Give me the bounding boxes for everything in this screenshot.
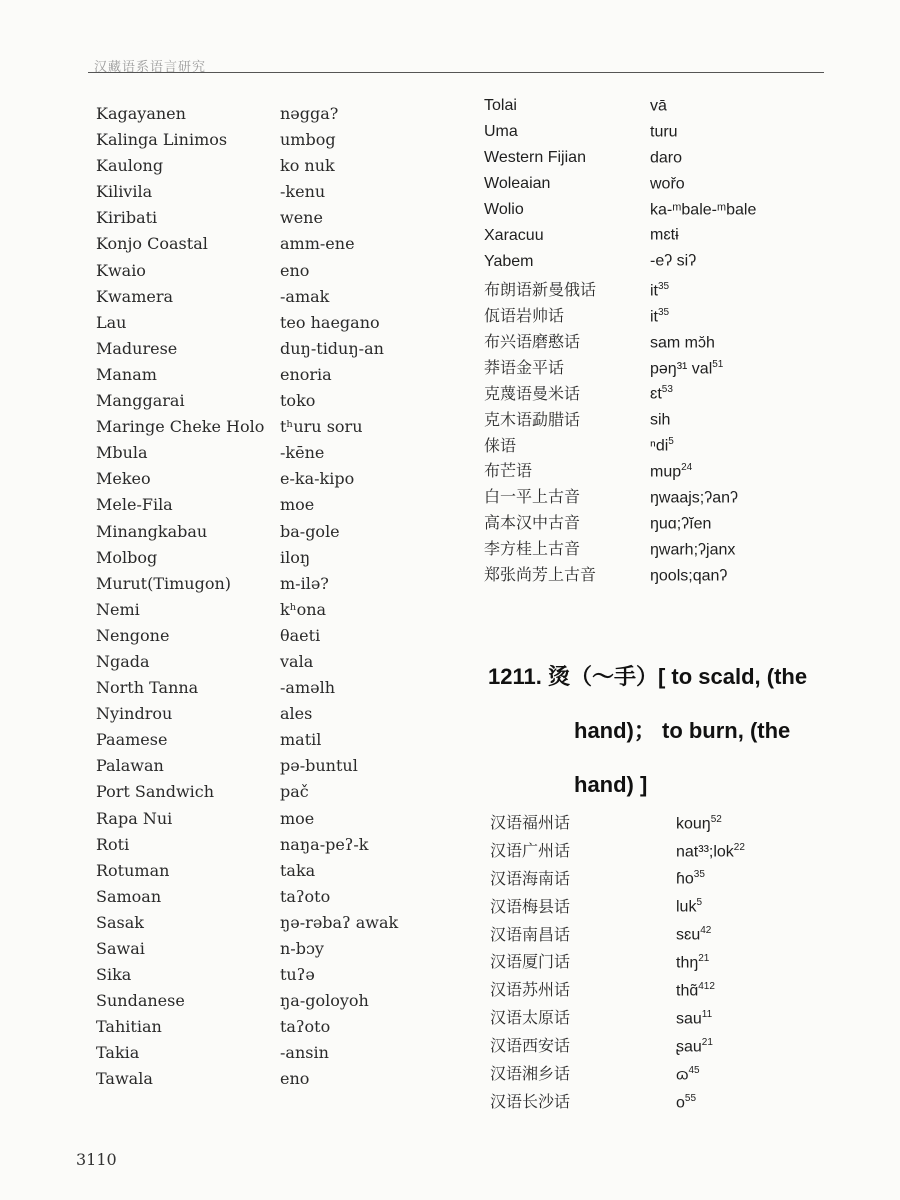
word-form-text: sam mɔ̆h [650,334,715,352]
entry-heading-line: hand) ] [574,772,648,797]
word-row [490,1005,745,1033]
word-form [280,104,338,123]
word-row [96,313,398,339]
word-form-text: it [650,282,658,300]
word-form-text: ɷ [676,1066,689,1084]
tone-superscript: 24 [681,462,693,474]
word-form-text: e-ka-kipo [280,469,355,489]
word-form [280,861,315,880]
word-form [280,1043,329,1062]
word-form-text: ŋwaajs;ʔanʔ [650,489,739,507]
word-row [490,1033,745,1061]
tone-superscript: 21 [698,953,710,965]
word-row [484,277,756,303]
word-form [650,436,674,455]
language-name: Palawan [96,756,164,776]
word-form [676,953,709,972]
word-form [650,566,727,585]
word-form [280,417,363,436]
word-row [484,303,756,329]
word-row [96,182,398,208]
word-row [484,251,756,277]
word-row [484,355,756,381]
word-form [676,981,715,1000]
language-name: 汉语厦门话 [490,952,571,972]
language-name: 汉语福州话 [490,813,571,832]
tone-superscript: 35 [658,306,670,318]
word-form-text: thɑ̃ [676,982,699,1000]
word-form-text: vā [650,97,667,115]
language-name: 汉语南昌话 [490,924,571,944]
entry-wordlist [490,810,745,1117]
word-form-text: n-bɔy [280,939,324,958]
language-name: 汉语梅县话 [490,896,571,916]
word-form-text: it [650,308,658,326]
word-form [280,234,355,253]
language-name: Port Sandwich [96,782,215,802]
word-form [280,809,314,828]
tone-superscript: 55 [684,1092,697,1104]
word-form-text: pač [280,782,309,802]
word-form [650,410,670,429]
word-form [280,965,315,984]
word-form-text: ŋuɑ;ʔĭen [650,515,712,533]
word-form [280,182,325,201]
word-form-text: thŋ [676,954,699,972]
word-form [676,814,722,833]
word-row [484,458,756,484]
word-form-text: ŋwarh;ʔjanx [650,541,736,559]
word-row [96,234,398,260]
word-form [676,869,705,888]
word-form-text: ko nuk [280,156,335,176]
language-name: 汉语长沙话 [490,1091,571,1111]
word-row [96,339,398,365]
word-form-text: nəgga? [280,104,339,123]
word-row [96,1043,398,1069]
language-name: Murut(Timugon) [96,573,231,593]
word-form-text: kouŋ [676,815,711,832]
word-form [650,540,735,559]
language-name: Mbula [96,443,148,463]
tone-superscript: 35 [693,869,705,881]
word-form [280,887,330,906]
word-form-text: -aməlh [280,678,336,698]
word-form-text: ŋa-goloyoh [280,991,369,1011]
language-name: 佤语岩帅话 [484,306,565,326]
tone-superscript: 5 [696,897,703,909]
word-form-text: mup [650,463,682,481]
word-form [676,1009,712,1028]
word-row [96,130,398,156]
word-form-text: vala [280,651,314,671]
word-form-text: ɛt [650,385,662,403]
word-form-text: sih [650,411,671,429]
word-row [96,208,398,234]
word-form-text: mɛtɨ [650,226,679,244]
word-row [96,652,398,678]
word-row [484,510,756,536]
word-form-text: ɦo [676,870,694,888]
language-name: Kalinga Linimos [96,130,228,150]
word-form-text: matil [280,730,322,750]
language-name: Manggarai [96,391,185,411]
word-form [676,842,745,861]
word-form-text: wořo [650,175,685,192]
tone-superscript: 5 [668,436,674,448]
tone-superscript: 412 [698,981,715,993]
word-row [96,417,398,443]
word-row [96,704,398,730]
word-row [96,730,398,756]
word-row [96,756,398,782]
running-title: 汉藏语系语言研究 [94,60,207,75]
word-row [484,407,756,433]
language-name: Western Fijian [484,149,586,167]
word-form-text: pəŋ³¹ val [650,359,713,377]
word-form [280,704,312,723]
word-form [650,514,711,533]
language-name: Tolai [484,97,517,115]
word-form [280,835,368,854]
word-form-text: taka [280,860,316,880]
word-form-text: ba-gole [280,521,340,541]
word-form [280,469,354,488]
word-row [96,626,398,652]
word-row [484,484,756,510]
word-form-text: toko [280,391,316,411]
language-name: Sawai [96,939,145,958]
word-row [96,287,398,313]
word-form [280,756,358,775]
language-name: Roti [96,834,130,854]
language-name: Minangkabau [96,521,208,541]
language-name: 克木语勐腊话 [484,409,581,429]
word-form [650,122,678,141]
word-form [280,287,329,306]
language-name: Maringe Cheke Holo [96,417,265,437]
language-name: Tahitian [96,1017,162,1037]
word-form [280,600,326,619]
language-name: 布兴语磨憨话 [484,332,581,352]
word-form-text: umbog [280,130,336,150]
word-row [490,922,745,950]
page-number: 3110 [76,1150,117,1169]
language-name: Kagayanen [96,104,186,123]
word-form [280,130,336,149]
language-name: 李方桂上古音 [484,539,581,559]
word-form [650,307,669,326]
word-form-text: -kenu [280,182,326,202]
word-form [676,897,702,916]
word-form-text: nat³³;lok [676,842,734,860]
word-form [650,462,692,481]
word-form-text: daro [650,149,683,167]
tone-superscript: 45 [688,1064,700,1076]
word-form [650,359,723,378]
word-form-text: sau [676,1010,702,1028]
word-form-text: eno [280,1069,310,1089]
tone-superscript: 35 [658,280,670,292]
word-form [280,913,398,932]
word-form-text: turu [650,123,678,141]
language-name: 白一平上古音 [484,487,581,507]
word-row [96,809,398,835]
language-name: Paamese [96,730,168,750]
word-form [280,730,321,749]
language-name: Manam [96,364,157,384]
word-form-text: -kēne [280,443,325,463]
word-form [650,384,673,403]
word-form-text: ales [280,704,313,724]
word-form [280,522,340,541]
left-wordlist [96,104,398,1096]
entry-heading [488,650,868,812]
word-row [490,1061,745,1089]
language-name: Yabem [484,252,534,270]
word-form-text: tuʔə [280,965,315,985]
word-form-text: o [676,1093,685,1111]
word-row [96,104,398,130]
language-name: 俫语 [484,435,517,455]
language-name: Uma [484,123,518,141]
word-form-text: amm-ene [280,234,355,254]
word-row [484,329,756,355]
language-name: Kwaio [96,260,146,280]
word-row [484,174,756,200]
language-name: Samoan [96,886,162,906]
right-wordlist [484,96,756,588]
word-row [484,381,756,407]
language-name: Kaulong [96,156,164,176]
word-row [96,782,398,808]
word-row [96,469,398,495]
word-row [490,894,745,922]
word-row [96,887,398,913]
word-form [676,925,711,944]
word-form [650,200,756,219]
word-row [96,835,398,861]
word-row [96,156,398,182]
word-form [280,678,335,697]
language-name: Sasak [96,912,144,932]
word-row [96,939,398,965]
entry-heading-line: hand)； to burn, (the [574,718,791,743]
word-row [490,838,745,866]
word-form [280,339,384,358]
language-name: Mekeo [96,469,151,489]
language-name: Kilivila [96,182,153,202]
word-form-text: wene [280,208,323,228]
word-row [96,965,398,991]
word-form [650,225,679,244]
word-form-text: m-ilə? [280,573,329,593]
header-rule [88,72,824,73]
language-name: Rapa Nui [96,808,173,828]
word-form-text: iloŋ [280,547,311,567]
word-row [484,562,756,588]
word-form [280,626,320,645]
word-row [484,225,756,251]
word-row [484,148,756,174]
tone-superscript: 21 [701,1036,713,1048]
word-form-text: ⁿdi [650,437,669,455]
word-form [676,1065,700,1084]
word-form [650,251,696,270]
word-form [280,991,369,1010]
word-form-text: -eʔ siʔ [650,252,697,270]
word-form [676,1093,696,1112]
word-form [650,96,667,115]
language-name: 汉语太原话 [490,1008,571,1028]
word-form [280,548,310,567]
word-form [280,443,324,462]
language-name: 布朗语新曼俄话 [484,280,597,300]
word-form [280,574,329,593]
word-row [490,1089,745,1117]
language-name: Ngada [96,651,150,671]
word-row [96,574,398,600]
tone-superscript: 11 [701,1008,713,1020]
word-row [96,1017,398,1043]
tone-superscript: 22 [733,841,745,853]
word-form-text: ʂau [676,1038,702,1056]
word-form [650,488,738,507]
language-name: Xaracuu [484,226,544,244]
language-name: North Tanna [96,678,199,698]
word-row [96,495,398,521]
language-name: Mele-Fila [96,495,173,515]
language-name: 布芒语 [484,461,533,481]
word-form-text: ka-ᵐbale-ᵐbale [650,200,757,218]
word-row [490,810,745,838]
word-row [96,261,398,287]
word-form-text: eno [280,260,310,280]
word-form-text: moe [280,495,315,515]
language-name: 郑张尚芳上古音 [484,565,597,585]
word-row [96,991,398,1017]
word-row [490,866,745,894]
tone-superscript: 51 [712,358,724,370]
word-form [280,1017,330,1036]
language-name: 汉语苏州话 [490,980,571,1000]
word-row [484,96,756,122]
word-row [96,522,398,548]
word-row [484,433,756,459]
language-name: Nemi [96,599,140,619]
word-form [650,174,685,193]
language-name: Kiribati [96,208,158,228]
word-form [280,391,315,410]
word-form-text: -ansin [280,1043,329,1063]
language-name: 汉语广州话 [490,840,571,860]
word-row [490,977,745,1005]
language-name: Madurese [96,338,178,358]
word-form [280,313,380,332]
word-form [280,1069,309,1088]
word-form [280,261,309,280]
language-name: 高本汉中古音 [484,513,581,533]
word-row [96,548,398,574]
word-row [96,861,398,887]
language-name: Molbog [96,547,158,567]
language-name: 汉语湘乡话 [490,1064,571,1084]
language-name: Nengone [96,625,170,645]
word-form-text: pə-buntul [280,756,358,776]
word-form [676,1037,713,1056]
word-form [280,365,332,384]
word-form-text: enoria [280,364,332,384]
word-form-text: moe [280,808,315,828]
word-form-text: ŋools;qanʔ [650,567,728,585]
word-row [490,949,745,977]
word-form-text: sɛu [676,926,701,944]
word-row [96,913,398,939]
word-form-text: teo haegano [280,312,380,332]
tone-superscript: 42 [700,925,712,937]
language-name: Sika [96,965,132,985]
language-name: Takia [96,1043,140,1063]
word-form-text: taʔoto [280,1017,331,1037]
language-name: Wolio [484,200,524,218]
word-form [280,156,335,175]
word-form-text: θaeti [280,625,321,645]
word-row [96,1069,398,1095]
language-name: 汉语海南话 [490,868,571,888]
language-name: Lau [96,312,127,332]
language-name: Kwamera [96,286,174,306]
word-form-text: taʔoto [280,886,331,906]
language-name: 克蔑语曼米话 [484,383,581,403]
word-form [280,652,313,671]
word-form [280,782,309,801]
word-row [96,443,398,469]
word-form [650,281,669,300]
word-form-text: luk [676,898,697,916]
word-form [280,208,323,227]
word-form [650,148,682,167]
word-form-text: -amak [280,286,330,306]
word-form [280,939,324,958]
word-row [96,678,398,704]
language-name: Konjo Coastal [96,234,208,254]
language-name: Sundanese [96,991,185,1011]
word-form [650,333,715,352]
language-name: Woleaian [484,175,551,192]
word-row [96,600,398,626]
word-row [484,536,756,562]
language-name: 莽语金平话 [484,357,565,377]
word-row [484,200,756,226]
language-name: 汉语西安话 [490,1036,571,1056]
tone-superscript: 52 [710,813,722,825]
language-name: Nyindrou [96,704,173,724]
word-form-text: kʰona [280,599,327,619]
word-form [280,495,314,514]
language-name: Tawala [96,1069,153,1089]
word-form-text: ŋə-rəbaʔ awak [280,912,399,932]
entry-heading-line: 1211. 烫（～手）[ to scald, (the [488,664,808,689]
tone-superscript: 53 [661,384,673,396]
word-row [96,391,398,417]
word-form-text: tʰuru soru [280,417,363,437]
language-name: Rotuman [96,860,170,880]
word-form-text: duŋ-tiduŋ-an [280,338,384,358]
word-form-text: naŋa-peʔ-k [280,834,369,854]
word-row [484,122,756,148]
word-row [96,365,398,391]
